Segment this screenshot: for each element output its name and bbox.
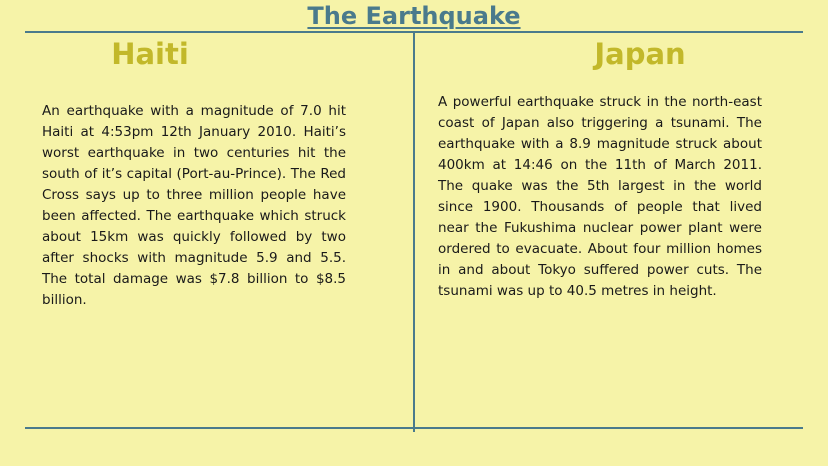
haiti-heading: Haiti: [111, 37, 189, 71]
japan-paragraph: A powerful earthquake struck in the north-east coast of Japan also triggering a tsunami. The earthquake with a 8.9 magnitude struck about 400km at 14:46 on the 11th of March 2011. The quake was the 5th largest in the world since 1900. Thousands of people that lived near the Fukushima nuclear power plant were ordered to evacuate. About four million homes in and about Tokyo suffered power cuts. The tsunami was up to 40.5 metres in height.: [438, 94, 762, 299]
column-divider: [413, 32, 415, 432]
japan-heading: Japan: [594, 37, 686, 71]
haiti-paragraph: An earthquake with a magnitude of 7.0 hit Haiti at 4:53pm 12th January 2010. Haiti’s worst earthquake in two centuries hit the south of it’s capital (Port-au-Prince). The Red Cross says up to three million people have been affected. The earthquake which struck about 15km was quickly followed by two after shocks with magnitude 5.9 and 5.5. The total damage was $7.8 billion to $8.5 billion.: [42, 103, 346, 308]
page-title: The Earthquake: [307, 2, 521, 30]
bottom-divider: [25, 427, 803, 429]
